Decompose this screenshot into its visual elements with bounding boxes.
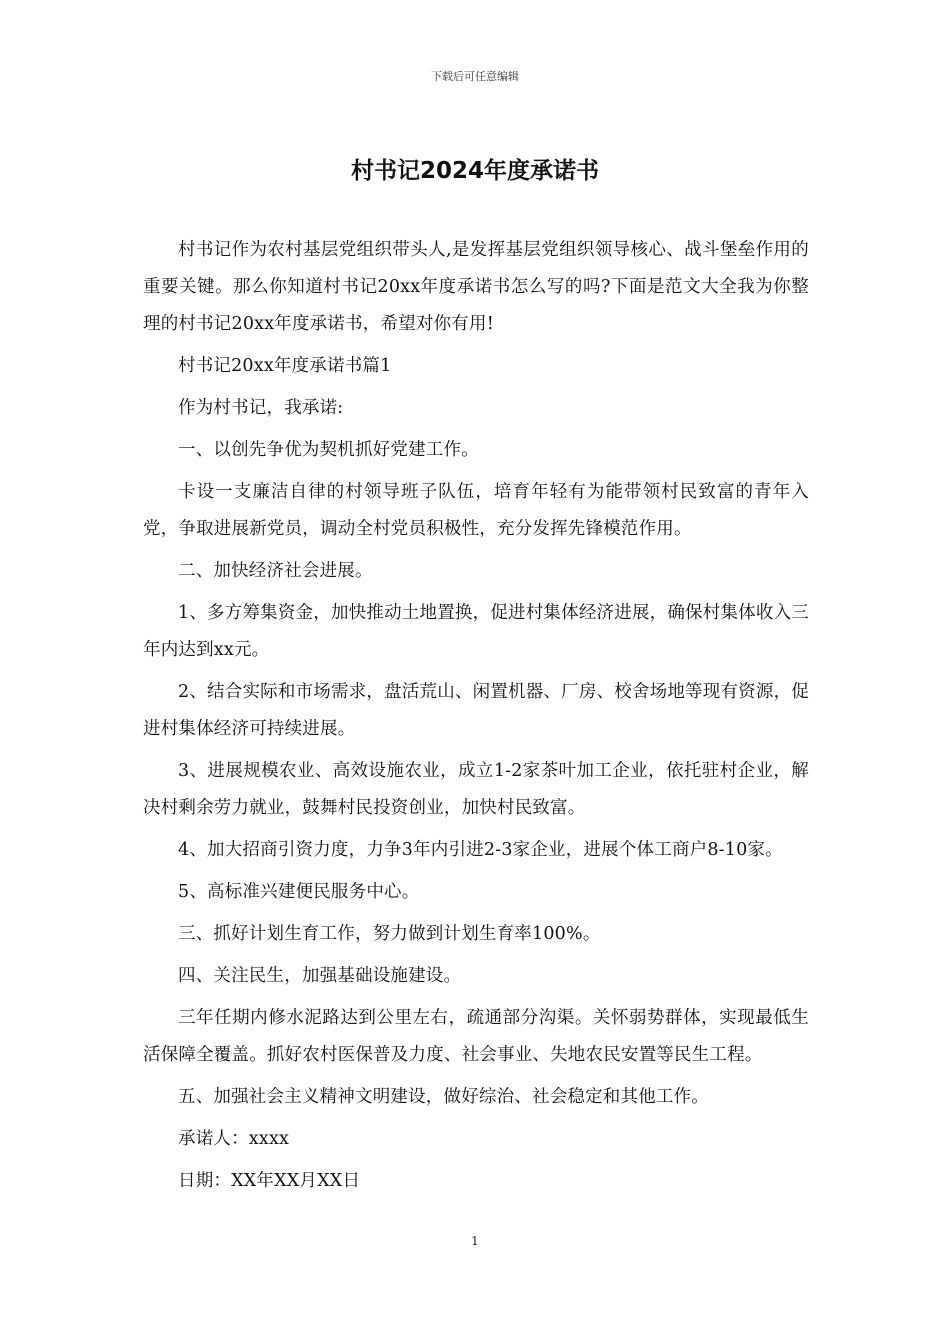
pledge-item-heading: 五、加强社会主义精神文明建设，做好综治、社会稳定和其他工作。 <box>178 1087 709 1107</box>
pledge-subitem: 4、加大招商引资力度，力争3年内引进2-3家企业，进展个体工商户8-10家。 <box>178 840 783 860</box>
document-title: 村书记2024年度承诺书 <box>350 158 599 184</box>
document-body <box>143 232 809 1205</box>
pledge-item-heading: 二、加快经济社会进展。 <box>178 561 373 581</box>
pledge-subitem: 5、高标准兴建便民服务中心。 <box>178 882 420 902</box>
date-line: 日期：XX年XX月XX日 <box>178 1171 361 1191</box>
pledge-opening: 作为村书记，我承诺: <box>178 398 344 418</box>
pledge-subitem: 3、进展规模农业、高效设施农业，成立1-2家茶叶加工企业，依托驻村企业，解决村剩余劳力就业，鼓舞村民投资创业，加快村民致富。 <box>143 761 809 818</box>
section-heading: 村书记20xx年度承诺书篇1 <box>178 356 392 376</box>
pledge-item-heading: 三、抓好计划生育工作，努力做到计划生育率100%。 <box>178 924 601 944</box>
pledge-paragraph: 卡设一支廉洁自律的村领导班子队伍，培育年轻有为能带领村民致富的青年入党，争取进展新党员，调动全村党员积极性，充分发挥先锋模范作用。 <box>143 482 809 539</box>
pledge-subitem: 1、多方筹集资金，加快推动土地置换，促进村集体经济进展，确保村集体收入三年内达到xx元。 <box>143 603 809 660</box>
pledge-item-heading: 一、以创先争优为契机抓好党建工作。 <box>178 440 479 460</box>
pledge-paragraph: 三年任期内修水泥路达到公里左右，疏通部分沟渠。关怀弱势群体，实现最低生活保障全覆盖。抓好农村医保普及力度、社会事业、失地农民安置等民生工程。 <box>143 1008 809 1065</box>
pledge-item-heading: 四、关注民生，加强基础设施建设。 <box>178 966 462 986</box>
pledge-subitem: 2、结合实际和市场需求，盘活荒山、闲置机器、厂房、校舍场地等现有资源，促进村集体经济可持续进展。 <box>143 682 809 739</box>
header-note: 下载后可任意编辑 <box>431 70 519 83</box>
intro-paragraph: 村书记作为农村基层党组织带头人,是发挥基层党组织领导核心、战斗堡垒作用的重要关键。那么你知道村书记20xx年度承诺书怎么写的吗?下面是范文大全我为你整理的村书记20xx年度承诺书，希望对你有用! <box>143 240 809 334</box>
signatory-line: 承诺人：xxxx <box>178 1129 290 1149</box>
page-number: 1 <box>471 1234 479 1248</box>
